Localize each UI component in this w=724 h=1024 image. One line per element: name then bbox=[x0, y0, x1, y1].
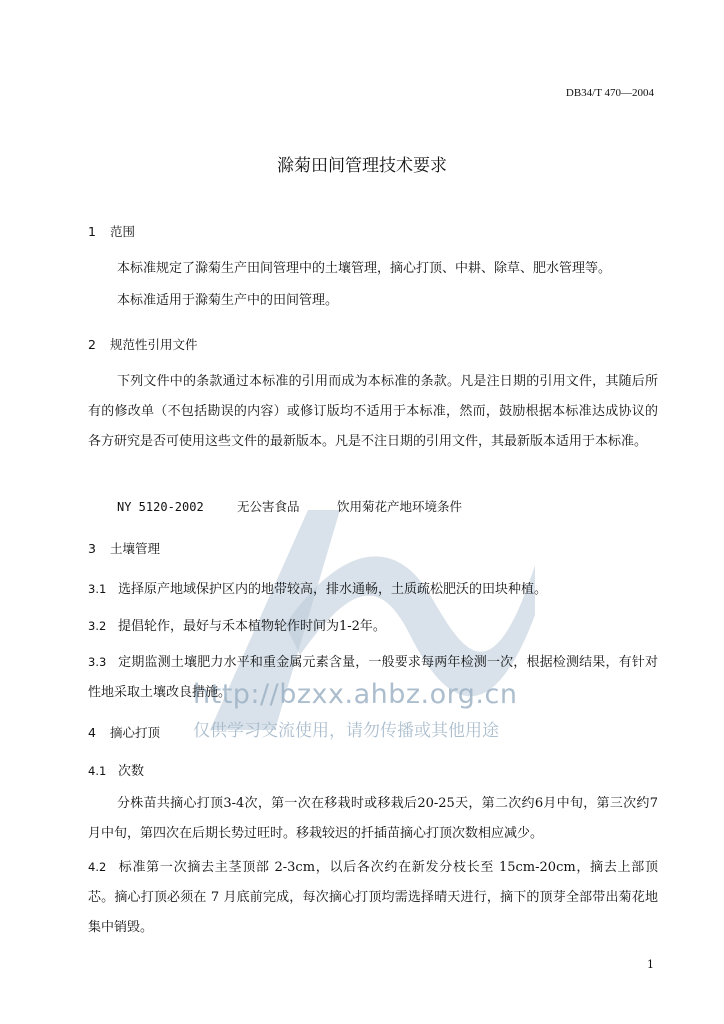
watermark-notice: 仅供学习交流使用，请勿传播或其他用途 bbox=[193, 721, 499, 741]
section-number: 4 bbox=[88, 725, 96, 740]
normative-reference bbox=[117, 497, 462, 515]
clause-text: 标准第一次摘去主茎顶部 2-3cm，以后各次约在新发分枝长至 15cm-20cm，摘去上部顶芯。摘心打顶必须在 7 月底前完成，每次摘心打顶均需选择晴天进行，摘下的顶芽全部带出菊花地集中销毁。 bbox=[88, 860, 658, 935]
reference-title-1: 无公害食品 bbox=[236, 499, 300, 514]
section-3-heading bbox=[88, 539, 160, 557]
section-number: 3 bbox=[88, 541, 96, 556]
reference-code: NY 5120-2002 bbox=[117, 500, 204, 514]
section-2-heading bbox=[88, 335, 198, 353]
section-2-paragraph: 下列文件中的条款通过本标准的引用而成为本标准的条款。凡是注日期的引用文件，其随后所有的修改单（不包括勘误的内容）或修订版均不适用于本标准，然而，鼓励根据本标准达成协议的各方研究是否可使用这些文件的最新版本。凡是不注日期的引用文件，其最新版本适用于本标准。 bbox=[88, 374, 658, 449]
section-title: 规范性引用文件 bbox=[109, 337, 198, 352]
clause-number: 3.1 bbox=[88, 582, 107, 596]
section-title: 摘心打顶 bbox=[109, 725, 160, 740]
section-1-paragraph-2: 本标准适用于滁菊生产中的田间管理。 bbox=[117, 293, 339, 308]
clause-number: 4.2 bbox=[88, 860, 107, 874]
clause-4-1-heading bbox=[88, 756, 658, 787]
section-1-heading bbox=[88, 222, 135, 240]
document-title: 滁菊田间管理技术要求 bbox=[277, 156, 447, 176]
clause-number: 3.2 bbox=[88, 619, 107, 633]
clause-4-1-paragraph: 分株苗共摘心打顶3-4次，第一次在移栽时或移栽后20-25天，第二次约6月中旬，第三次约7月中旬，第四次在后期长势过旺时。移栽较迟的扦插苗摘心打顶次数相应减少。 bbox=[88, 796, 658, 841]
watermark-url: http://bzxx.ahbz.org.cn bbox=[193, 679, 518, 710]
clause-3-2 bbox=[88, 611, 658, 642]
clause-number: 4.1 bbox=[88, 764, 107, 778]
standard-code: DB34/T 470—2004 bbox=[565, 87, 654, 99]
section-title: 范围 bbox=[109, 224, 135, 239]
section-number: 1 bbox=[88, 224, 96, 239]
section-1-paragraph-1: 本标准规定了滁菊生产田间管理中的土壤管理，摘心打顶、中耕、除草、肥水管理等。 bbox=[117, 261, 612, 276]
clause-title: 次数 bbox=[118, 764, 145, 779]
clause-number: 3.3 bbox=[88, 655, 107, 669]
section-title: 土壤管理 bbox=[109, 541, 160, 556]
clause-3-3 bbox=[88, 647, 658, 708]
section-4-heading bbox=[88, 723, 160, 741]
reference-title-2: 饮用菊花产地环境条件 bbox=[336, 499, 462, 514]
clause-3-1 bbox=[88, 574, 658, 605]
clause-text: 提倡轮作，最好与禾本植物轮作时间为1-2年。 bbox=[118, 619, 386, 634]
clause-text: 选择原产地域保护区内的地带较高，排水通畅，土质疏松肥沃的田块种植。 bbox=[118, 582, 548, 597]
clause-text: 定期监测土壤肥力水平和重金属元素含量，一般要求每两年检测一次，根据检测结果，有针对性地采取土壤改良措施。 bbox=[88, 655, 658, 700]
page-number: 1 bbox=[647, 958, 654, 971]
section-number: 2 bbox=[88, 337, 96, 352]
clause-4-2 bbox=[88, 852, 658, 943]
